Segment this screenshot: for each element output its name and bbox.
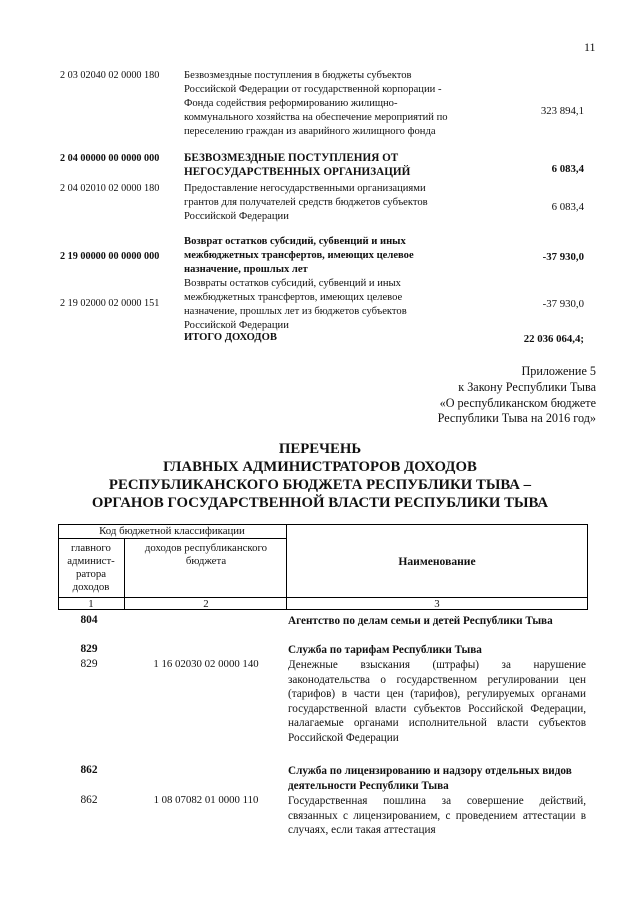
appendix-line: к Закону Республики Тыва <box>458 380 596 394</box>
admin-code: 829 <box>80 643 98 655</box>
revenue-code: 2 04 00000 00 0000 000 <box>60 153 160 164</box>
title-line: ПЕРЕЧЕНЬ <box>278 441 362 457</box>
revenue-amount: 323 894,1 <box>540 105 584 117</box>
revenue-name: Возвраты остатков субсидий, субвенций и иных межбюджетных трансфертов, имеющих целевое назначение, прошлых лет из бюджетов субъектов Российской Федерации <box>184 278 407 331</box>
admin-name: Государственная пошлина за совершение действий, связанных с лицензированием, с проведением аттестации в случаях, если такая аттестация <box>288 795 586 837</box>
admin-code: 804 <box>80 614 98 626</box>
page-number: 11 <box>584 40 596 54</box>
title-line: ГЛАВНЫХ АДМИНИСТРАТОРОВ ДОХОДОВ <box>163 459 477 475</box>
table-border <box>286 524 287 610</box>
admin-code: 862 <box>80 794 98 806</box>
title-line: ОРГАНОВ ГОСУДАРСТВЕННОЙ ВЛАСТИ РЕСПУБЛИКИ ТЫВА <box>91 495 549 511</box>
revenue-code: 2 03 02040 02 0000 180 <box>60 70 160 81</box>
appendix-line: Приложение 5 <box>521 364 596 378</box>
header-group-label: Код бюджетной классификации <box>99 525 245 537</box>
revenue-amount: -37 930,0 <box>542 251 584 263</box>
header-code-column: доходов республиканского бюджета <box>144 542 268 567</box>
admin-code: 829 <box>80 658 98 670</box>
revenue-name: Безвозмездные поступления в бюджеты субъектов Российской Федерации от государственной корпорации - Фонда содействия реформированию жилищно-коммунального хозяйства на обеспечение мероприятий по переселению граждан из аварийного жилищного фонда <box>184 70 448 137</box>
revenue-name: Возврат остатков субсидий, субвенций и иных межбюджетных трансфертов, имеющих целевое назначение, прошлых лет <box>184 236 414 275</box>
revenue-amount: 6 083,4 <box>551 201 584 213</box>
admin-name: Агентство по делам семьи и детей Республики Тыва <box>288 615 553 627</box>
table-border <box>124 538 125 610</box>
appendix-line: Республики Тыва на 2016 год» <box>437 411 596 425</box>
header-name-column: Наименование <box>398 555 476 568</box>
revenue-code: 2 04 02010 02 0000 180 <box>60 183 160 194</box>
revenue-classification-code: 1 08 07082 01 0000 110 <box>153 794 259 806</box>
admin-code: 862 <box>80 764 98 776</box>
total-amount: 22 036 064,4; <box>523 333 584 345</box>
title-line: РЕСПУБЛИКАНСКОГО БЮДЖЕТА РЕСПУБЛИКИ ТЫВА – <box>108 477 532 493</box>
total-label: ИТОГО ДОХОДОВ <box>184 332 277 343</box>
revenue-name: БЕЗВОЗМЕЗДНЫЕ ПОСТУПЛЕНИЯ ОТ НЕГОСУДАРСТВЕННЫХ ОРГАНИЗАЦИЙ <box>184 152 411 178</box>
revenue-classification-code: 1 16 02030 02 0000 140 <box>153 658 259 670</box>
header-number: 2 <box>203 598 209 610</box>
header-admin-column: главного админист-ратора доходов <box>67 542 115 593</box>
header-number: 1 <box>88 598 94 610</box>
admin-name: Служба по тарифам Республики Тыва <box>288 644 482 656</box>
table-border <box>587 524 588 610</box>
header-number: 3 <box>434 598 440 610</box>
appendix-line: «О республиканском бюджете <box>439 396 596 410</box>
revenue-name: Предоставление негосударственными организациями грантов для получателей средств бюджетов субъектов Российской Федерации <box>184 183 428 222</box>
table-border <box>58 538 286 539</box>
admin-name: Служба по лицензированию и надзору отдельных видов деятельности Республики Тыва <box>288 765 572 792</box>
admin-name: Денежные взыскания (штрафы) за нарушение законодательства о государственном регулировании цен (тарифов) в части цен (тарифов), регулируемых органами государственной власти субъектов Российской Федерации, налагаемые органами исполнительной власти субъектов Российской Федерации <box>288 659 586 744</box>
table-border <box>58 524 59 610</box>
revenue-code: 2 19 00000 00 0000 000 <box>60 251 160 262</box>
revenue-code: 2 19 02000 02 0000 151 <box>60 298 160 309</box>
revenue-amount: 6 083,4 <box>551 163 584 175</box>
revenue-amount: -37 930,0 <box>542 298 584 310</box>
